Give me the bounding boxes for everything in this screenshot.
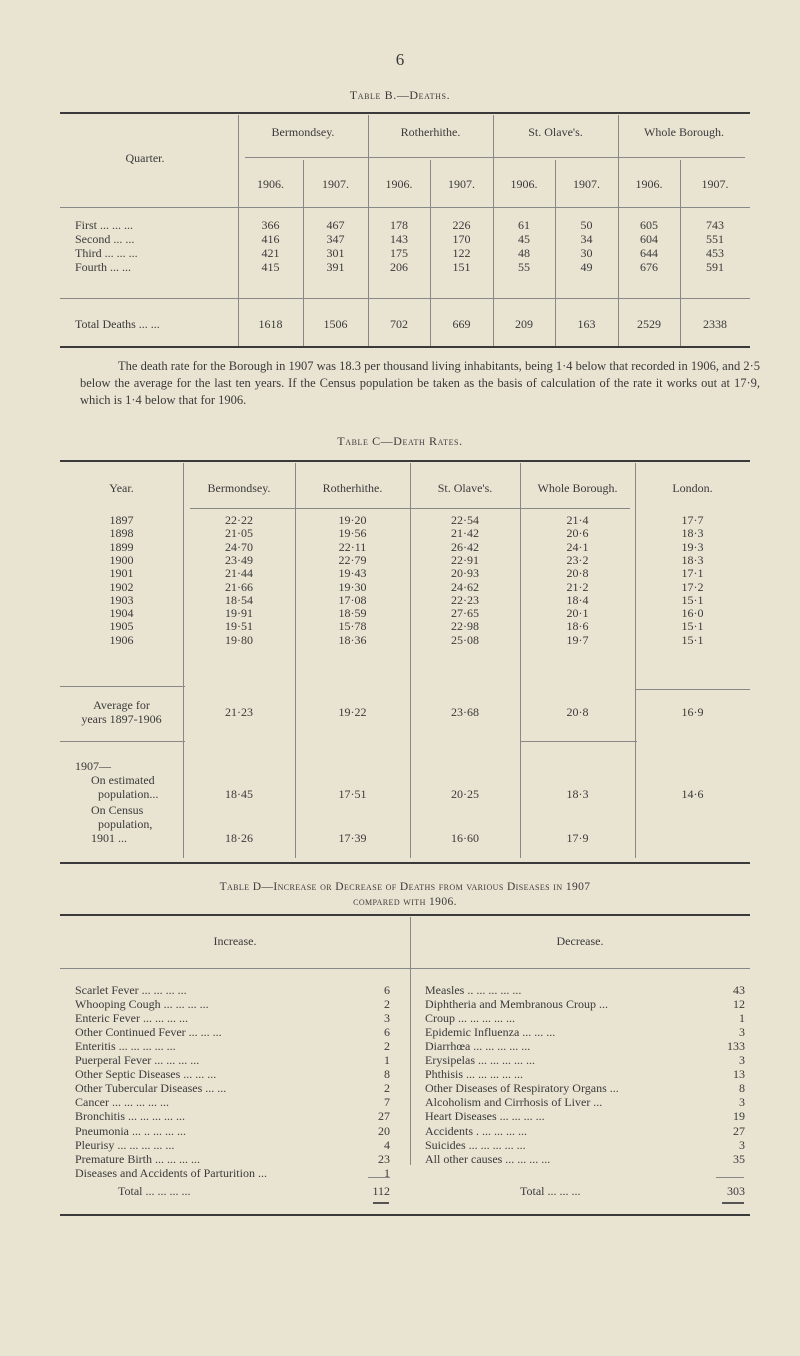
table-c-header: Rotherhithe. (322, 481, 383, 495)
table-d-caption-line2: compared with 1906. (353, 896, 457, 908)
table-b-cell: 301 (326, 246, 345, 260)
table-b-district-header: Rotherhithe. (400, 125, 461, 139)
table-b-cell: 605 (640, 218, 658, 232)
table-d-increase-label: Bronchitis ... ... ... ... ... (75, 1109, 185, 1123)
table-c-year: 1903 (109, 593, 134, 607)
table-d-increase-value: 2 (384, 997, 390, 1011)
table-b-cell: 676 (640, 260, 658, 274)
table-b-row-label: Third ... ... ... (75, 246, 138, 260)
table-c-cell: 22·79 (338, 553, 367, 567)
table-b-quarter-header: Quarter. (125, 151, 165, 165)
table-c-bottom-rule (60, 862, 750, 864)
table-d-decrease-value: 3 (739, 1025, 745, 1039)
table-b-total-cell: 669 (452, 317, 471, 331)
table-d-decrease-value: 35 (733, 1152, 745, 1166)
table-d-decrease-total-label: Total ... ... ... (520, 1184, 581, 1198)
table-b-cell: 143 (390, 232, 408, 246)
table-b-year-header: 1906. (385, 177, 413, 191)
table-c-cell: 23·49 (225, 553, 253, 567)
table-d-increase-label: Other Tubercular Diseases ... ... (75, 1081, 227, 1095)
table-b-cell: 45 (518, 232, 530, 246)
death-rate-paragraph: The death rate for the Borough in 1907 was 18.3 per thousand living inhabitants, being 1·4 below that recorded in 1906, and 2·5 below the average for the last ten years. If the Census population be taken as the basis of calculation of the rate it works out at 17·9, which is 1·4 below that for 1906. (80, 359, 760, 407)
table-b-year-header: 1907. (701, 177, 729, 191)
table-d-decrease-label: Erysipelas ... ... ... ... ... (425, 1053, 535, 1067)
table-d-double-line (722, 1202, 744, 1204)
table-d-decrease-label: Heart Diseases ... ... ... ... (425, 1109, 545, 1123)
table-d-decrease-value: 19 (733, 1109, 745, 1123)
table-d-header-line (60, 968, 750, 969)
table-b-year-header: 1906. (635, 177, 663, 191)
table-b-row-label: First ... ... ... (75, 218, 134, 232)
table-b-cell: 391 (326, 260, 345, 274)
table-c-average-label: Average for (93, 698, 150, 712)
table-d-increase-value: 8 (384, 1067, 390, 1081)
table-c-cell: 17·1 (681, 566, 704, 580)
table-c-cell: 21·42 (451, 526, 479, 540)
table-c-header: Year. (109, 481, 134, 495)
table-d-increase-label: Premature Birth ... ... ... ... (75, 1152, 200, 1166)
table-b-cell: 206 (390, 260, 408, 274)
table-d-decrease-label: Diphtheria and Membranous Croup ... (425, 997, 608, 1011)
table-c-cell: 25·08 (451, 633, 479, 647)
table-d-increase-value: 7 (384, 1095, 390, 1109)
table-c-cell: 19·20 (338, 513, 367, 527)
table-c-cell: 18·4 (566, 593, 589, 607)
table-c-cell: 24·1 (566, 540, 589, 554)
table-b-cell: 453 (706, 246, 724, 260)
table-c-cell: 24·70 (225, 540, 253, 554)
table-d-decrease-label: Epidemic Influenza ... ... ... (425, 1025, 556, 1039)
table-d-decrease-value: 43 (733, 983, 745, 997)
table-b-cell: 122 (452, 246, 471, 260)
table-c-cell: 21·66 (225, 580, 253, 594)
table-b-cell: 151 (452, 260, 471, 274)
table-c-estimated-cell: 17·51 (338, 787, 367, 801)
table-c-cell: 20·93 (451, 566, 479, 580)
table-b-cell: 366 (261, 218, 280, 232)
table-c-average-label: years 1897-1906 (81, 712, 162, 726)
table-d-caption-line1: Table D—Increase or Decrease of Deaths from various Diseases in 1907 (219, 881, 591, 893)
table-b-top-rule (60, 112, 750, 114)
table-d-increase-label: Diseases and Accidents of Parturition ... (75, 1166, 267, 1180)
table-d-vline (410, 917, 411, 1165)
table-c-cell: 15·78 (338, 619, 367, 633)
table-c-caption: Table C—Death Rates. (337, 434, 463, 448)
table-d-decrease-header: Decrease. (556, 934, 604, 948)
table-b-cell: 50 (580, 218, 593, 232)
table-c-census-label: population, (98, 817, 153, 831)
table-b-district-header: Bermondsey. (271, 125, 335, 139)
table-c-cell: 16·0 (681, 606, 704, 620)
table-c-estimated-cell: 20·25 (451, 787, 479, 801)
table-c-cell: 22·22 (225, 513, 253, 527)
table-c-cell: 19·56 (338, 526, 367, 540)
table-d-increase-label: Enteritis ... ... ... ... ... (75, 1039, 176, 1053)
table-c-cell: 15·1 (681, 633, 704, 647)
table-d-decrease-label: All other causes ... ... ... ... (425, 1152, 551, 1166)
table-d-increase-value: 20 (378, 1124, 390, 1138)
table-b-total-cell: 1618 (258, 317, 283, 331)
table-c-cell: 19·51 (225, 619, 253, 633)
table-b-total-cell: 2529 (637, 317, 661, 331)
table-c-top-rule (60, 460, 750, 462)
table-b-total-cell: 209 (515, 317, 533, 331)
table-c-header: Bermondsey. (207, 481, 271, 495)
table-c-1907-line (520, 741, 637, 742)
table-c-1907-label: 1907— (75, 759, 111, 773)
table-c-estimated-cell: 18·3 (566, 787, 589, 801)
table-c-cell: 23·2 (566, 553, 589, 567)
table-d-increase-value: 6 (384, 983, 390, 997)
table-b-caption: Table B.—Deaths. (349, 88, 451, 102)
table-c-cell: 19·7 (566, 633, 589, 647)
table-c-cell: 21·4 (566, 513, 589, 527)
table-c-average-cell: 19·22 (338, 705, 367, 719)
table-b-cell: 604 (640, 232, 658, 246)
table-c-avg-line (60, 686, 185, 687)
table-c-cell: 21·44 (225, 566, 253, 580)
table-c-cell: 15·1 (681, 593, 704, 607)
table-b-header-line (60, 207, 750, 208)
table-d-increase-label: Cancer ... ... ... ... ... (75, 1095, 169, 1109)
table-c-year: 1898 (109, 526, 134, 540)
table-b-total-line (60, 298, 750, 299)
table-d-decrease-value: 133 (727, 1039, 745, 1053)
table-d-decrease-value: 13 (733, 1067, 745, 1081)
table-d-increase-value: 4 (384, 1138, 390, 1152)
table-c-year: 1904 (109, 606, 134, 620)
table-c-cell: 18·3 (681, 553, 704, 567)
table-b-cell: 743 (706, 218, 724, 232)
table-d-increase-label: Puerperal Fever ... ... ... ... (75, 1053, 200, 1067)
table-c-cell: 26·42 (451, 540, 479, 554)
table-d-decrease-label: Measles .. ... ... ... ... (425, 983, 522, 997)
table-c-cell: 18·36 (338, 633, 367, 647)
table-d-increase-value: 1 (384, 1166, 390, 1180)
table-d-decrease-label: Other Diseases of Respiratory Organs ... (425, 1081, 619, 1095)
table-c-estimated-cell: 18·45 (225, 787, 253, 801)
table-b-year-header: 1907. (322, 177, 349, 191)
table-d-increase-total-label: Total ... ... ... ... (118, 1184, 191, 1198)
table-d-increase-label: Scarlet Fever ... ... ... ... (75, 983, 187, 997)
table-d-decrease-value: 8 (739, 1081, 745, 1095)
table-b-year-header: 1906. (257, 177, 284, 191)
table-c-year: 1906 (109, 633, 134, 647)
table-c-average-cell: 23·68 (451, 705, 479, 719)
table-d-increase-label: Other Septic Diseases ... ... ... (75, 1067, 217, 1081)
table-c-average-cell: 16·9 (681, 705, 704, 719)
table-c-cell: 24·62 (451, 580, 479, 594)
table-c-census-label: 1901 ... (91, 831, 127, 845)
table-c-cell: 22·54 (451, 513, 479, 527)
table-b-cell: 178 (390, 218, 408, 232)
table-c-census-cell: 17·9 (566, 831, 589, 845)
table-b-cell: 347 (326, 232, 345, 246)
table-d-increase-value: 6 (384, 1025, 390, 1039)
table-b-year-header: 1906. (510, 177, 538, 191)
table-c-year: 1897 (109, 513, 134, 527)
table-b-year-header: 1907. (448, 177, 475, 191)
table-c-year: 1899 (109, 540, 134, 554)
table-c-header: London. (672, 481, 713, 495)
table-b-cell: 34 (580, 232, 593, 246)
table-b-cell: 61 (518, 218, 530, 232)
table-b-bottom-rule (60, 346, 750, 348)
table-c-avg-line (635, 689, 750, 690)
table-b-cell: 416 (261, 232, 280, 246)
table-d-sum-line (368, 1177, 390, 1178)
table-b-cell: 55 (518, 260, 530, 274)
table-c-cell: 18·54 (225, 593, 253, 607)
table-d-double-line (373, 1202, 389, 1204)
table-c-year: 1902 (109, 580, 134, 594)
table-c-year: 1901 (109, 566, 134, 580)
table-d-increase-value: 1 (384, 1053, 390, 1067)
table-d-decrease-label: Croup ... ... ... ... ... (425, 1011, 515, 1025)
table-d-increase-value: 27 (378, 1109, 390, 1123)
table-c-census-label: On Census (91, 803, 144, 817)
table-c-cell: 18·3 (681, 526, 704, 540)
table-b-total-cell: 702 (390, 317, 408, 331)
table-c-census-cell: 16·60 (451, 831, 479, 845)
table-b-total-cell: 2338 (703, 317, 727, 331)
table-b-cell: 591 (706, 260, 724, 274)
table-c-cell: 19·30 (338, 580, 367, 594)
table-c-average-cell: 21·23 (225, 705, 253, 719)
table-d-increase-value: 3 (384, 1011, 390, 1025)
table-d-increase-label: Enteric Fever ... ... ... ... (75, 1011, 188, 1025)
table-b-cell: 415 (261, 260, 280, 274)
table-c-cell: 22·98 (451, 619, 479, 633)
table-d-decrease-total-value: 303 (727, 1184, 745, 1198)
table-d-decrease-label: Accidents . ... ... ... ... (425, 1124, 527, 1138)
table-c-cell: 27·65 (451, 606, 479, 620)
table-d-increase-label: Other Continued Fever ... ... ... (75, 1025, 222, 1039)
table-d-increase-value: 23 (378, 1152, 390, 1166)
table-d-decrease-value: 3 (739, 1138, 745, 1152)
table-b-district-header: St. Olave's. (528, 125, 583, 139)
table-d-sum-line (716, 1177, 744, 1178)
table-c-cell: 19·91 (225, 606, 253, 620)
table-d-caption (60, 880, 750, 910)
table-b-row-label: Second ... ... (75, 232, 135, 246)
table-b-cell: 226 (452, 218, 471, 232)
table-d-decrease-label: Alcoholism and Cirrhosis of Liver ... (425, 1095, 603, 1109)
table-b-total-cell: 1506 (323, 317, 348, 331)
table-c-estimated-label: On estimated (91, 773, 155, 787)
table-b-cell: 467 (326, 218, 345, 232)
table-d-decrease-value: 3 (739, 1095, 745, 1109)
table-c-cell: 20·8 (566, 566, 589, 580)
table-c-cell: 20·1 (566, 606, 589, 620)
table-c-year: 1900 (109, 553, 134, 567)
table-d-decrease-label: Suicides ... ... ... ... ... (425, 1138, 526, 1152)
table-c-cell: 19·3 (681, 540, 704, 554)
table-c-header: St. Olave's. (437, 481, 493, 495)
table-d-increase-header: Increase. (213, 934, 257, 948)
table-b-cell: 170 (452, 232, 471, 246)
table-c-cell: 19·80 (225, 633, 253, 647)
table-c-cell: 22·23 (451, 593, 479, 607)
table-b-cell: 551 (706, 232, 724, 246)
table-d-increase-label: Whooping Cough ... ... ... ... (75, 997, 209, 1011)
table-d-decrease-value: 27 (733, 1124, 745, 1138)
table-c-cell: 20·6 (566, 526, 589, 540)
table-d-decrease-value: 12 (733, 997, 745, 1011)
table-d-decrease-value: 3 (739, 1053, 745, 1067)
table-b-cell: 421 (261, 246, 280, 260)
table-d-increase-label: Pleurisy ... ... ... ... ... (75, 1138, 175, 1152)
table-b-total-label: Total Deaths ... ... (75, 317, 160, 331)
table-d-decrease-label: Phthisis ... ... ... ... ... (425, 1067, 524, 1081)
table-d-increase-total-value: 112 (372, 1184, 390, 1198)
table-d-decrease-label: Diarrhœa ... ... ... ... ... (425, 1039, 531, 1053)
table-c-cell: 18·6 (566, 619, 589, 633)
page-number: 6 (395, 50, 405, 69)
table-b-cell: 644 (640, 246, 658, 260)
table-c-cell: 17·08 (338, 593, 367, 607)
table-d-increase-value: 2 (384, 1081, 390, 1095)
table-c-cell: 18·59 (338, 606, 367, 620)
table-b-row-label: Fourth ... ... (75, 260, 132, 274)
table-c-cell: 21·2 (566, 580, 589, 594)
table-c-1907-line (60, 741, 185, 742)
table-c-cell: 17·7 (681, 513, 704, 527)
table-b-cell: 175 (390, 246, 408, 260)
table-c-census-cell: 18·26 (225, 831, 253, 845)
table-c-cell: 22·11 (338, 540, 367, 554)
table-c-year: 1905 (109, 619, 134, 633)
table-d-bottom-rule (60, 1214, 750, 1216)
table-b-cell: 49 (580, 260, 593, 274)
table-b-cell: 48 (518, 246, 530, 260)
table-c-cell: 17·2 (681, 580, 704, 594)
table-c-cell: 21·05 (225, 526, 253, 540)
table-b-year-header: 1907. (573, 177, 600, 191)
table-b-cell: 30 (580, 246, 593, 260)
table-c-header: Whole Borough. (537, 481, 618, 495)
table-c-estimated-cell: 14·6 (681, 787, 704, 801)
table-c-estimated-label: population... (98, 787, 159, 801)
table-c-census-cell: 17·39 (338, 831, 367, 845)
table-d-top-rule (60, 914, 750, 916)
table-d-increase-label: Pneumonia ... .. ... ... ... (75, 1124, 186, 1138)
table-c-average-cell: 20·8 (566, 705, 589, 719)
table-d-increase-value: 2 (384, 1039, 390, 1053)
table-d-decrease-value: 1 (739, 1011, 745, 1025)
table-b-district-header: Whole Borough. (644, 125, 724, 139)
table-c-cell: 19·43 (338, 566, 367, 580)
table-c-cell: 15·1 (681, 619, 704, 633)
table-b-total-cell: 163 (577, 317, 596, 331)
table-b-subheader-line (245, 157, 745, 158)
table-c-cell: 22·91 (451, 553, 479, 567)
